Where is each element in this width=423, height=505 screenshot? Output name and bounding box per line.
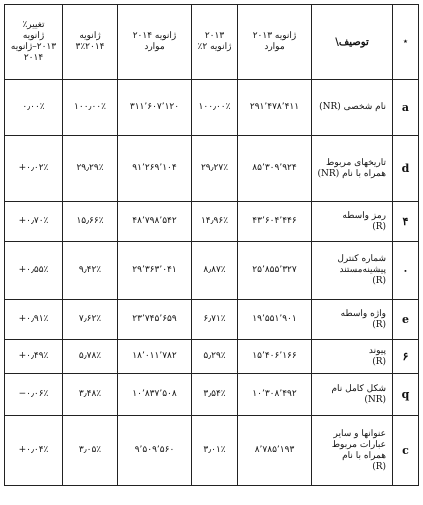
cell-change: +۰٫۵۵٪ — [5, 242, 63, 300]
cell-pct-2013: ۸٫۸۷٪ — [192, 242, 238, 300]
cell-count-2014: ۱۰٬۸۳۷٬۵۰۸ — [118, 374, 192, 416]
cell-pct-2014: ۱۵٫۶۶٪ — [63, 202, 118, 242]
cell-code: c — [393, 416, 419, 486]
cell-description — [312, 202, 393, 242]
header-change-line: ۲۰۱۴ — [23, 53, 44, 63]
header-count-2014-line: موارد — [144, 42, 165, 52]
cell-pct-2014: ۱۰۰٫۰۰٪ — [63, 80, 118, 136]
cell-description — [312, 136, 393, 202]
statistics-table — [4, 4, 419, 486]
description-line: تاریخهای مربوط — [326, 157, 386, 168]
description-line: همراه با نام — [342, 450, 386, 461]
header-change-line: ژانویه — [22, 31, 45, 41]
cell-count-2013: ۸٬۷۸۵٬۱۹۳ — [238, 416, 312, 486]
table-body — [5, 80, 419, 486]
header-code: ٭ — [393, 5, 419, 80]
description-line: شماره کنترل — [337, 254, 386, 264]
header-pct-2013 — [192, 5, 238, 80]
header-row — [5, 5, 419, 80]
cell-count-2013: ۱۵٬۴۰۶٬۱۶۶ — [238, 340, 312, 374]
cell-pct-2013: ۵٫۲۹٪ — [192, 340, 238, 374]
cell-code: ۰ — [393, 242, 419, 300]
cell-pct-2013: ۳٫۰۱٪ — [192, 416, 238, 486]
header-count-2013-line: موارد — [264, 42, 285, 52]
cell-code: ۴ — [393, 202, 419, 242]
cell-description — [312, 416, 393, 486]
cell-pct-2013: ۱۰۰٫۰۰٪ — [192, 80, 238, 136]
header-pct-2014-line: ۳٪۲۰۱۴ — [75, 42, 105, 52]
cell-description — [312, 242, 393, 300]
table-row — [5, 300, 419, 340]
cell-description — [312, 300, 393, 340]
table-container — [4, 4, 418, 486]
cell-pct-2013: ۲۹٫۲۷٪ — [192, 136, 238, 202]
description-line: پیشینه‌مستند — [339, 265, 386, 275]
cell-pct-2013: ۳٫۵۴٪ — [192, 374, 238, 416]
description-line: (R) — [372, 221, 386, 232]
table-row — [5, 416, 419, 486]
table-row — [5, 340, 419, 374]
cell-pct-2014: ۳٫۴۸٪ — [63, 374, 118, 416]
cell-count-2014: ۱۸٬۰۱۱٬۷۸۲ — [118, 340, 192, 374]
header-pct-2014-line: ژانویه — [79, 31, 101, 41]
cell-change: +۰٫۰۲٪ — [5, 136, 63, 202]
cell-count-2014: ۴۸٬۷۹۸٬۵۴۲ — [118, 202, 192, 242]
description-line: (NR) — [364, 394, 386, 405]
description-line: (R) — [372, 356, 386, 367]
table-row — [5, 136, 419, 202]
description-line: واژه واسطه — [340, 308, 386, 319]
cell-count-2013: ۴۳٬۶۰۴٬۴۴۶ — [238, 202, 312, 242]
cell-count-2013: ۲۹۱٬۴۷۸٬۴۱۱ — [238, 80, 312, 136]
cell-count-2013: ۸۵٬۳۰۹٬۹۲۴ — [238, 136, 312, 202]
cell-count-2014: ۲۳٬۷۴۵٬۶۵۹ — [118, 300, 192, 340]
cell-count-2014: ۲۹٬۳۶۳٬۰۴۱ — [118, 242, 192, 300]
cell-code: ۶ — [393, 340, 419, 374]
cell-pct-2013: ۱۴٫۹۶٪ — [192, 202, 238, 242]
cell-pct-2014: ۹٫۴۲٪ — [63, 242, 118, 300]
table-row — [5, 242, 419, 300]
cell-code: q — [393, 374, 419, 416]
cell-code: e — [393, 300, 419, 340]
description-line: عنوانها و سایر — [333, 428, 386, 439]
header-count-2013-line: ژانویه ۲۰۱۳ — [252, 31, 297, 41]
cell-description — [312, 374, 393, 416]
cell-count-2014: ۳۱۱٬۶۰۷٬۱۲۰ — [118, 80, 192, 136]
cell-pct-2013: ۶٫۷۱٪ — [192, 300, 238, 340]
header-count-2013 — [238, 5, 312, 80]
cell-description — [312, 80, 393, 136]
description-line: همراه با نام (NR) — [317, 168, 386, 179]
header-change — [5, 5, 63, 80]
header-change-line: تغییر٪ — [22, 20, 45, 30]
cell-pct-2014: ۲۹٫۲۹٪ — [63, 136, 118, 202]
description-line: (R) — [372, 461, 386, 472]
description-line: عبارات مربوط — [331, 439, 386, 450]
cell-change: +۰٫۴۹٪ — [5, 340, 63, 374]
table-row — [5, 202, 419, 242]
header-count-2014 — [118, 5, 192, 80]
cell-change: +۰٫۰۴٪ — [5, 416, 63, 486]
cell-code: d — [393, 136, 419, 202]
header-count-2014-line: ژانویه ۲۰۱۴ — [132, 31, 177, 41]
header-description: توصیف\ — [312, 5, 393, 80]
cell-change: −۰٫۰۶٪ — [5, 374, 63, 416]
cell-count-2013: ۱۹٬۵۵۱٬۹۰۱ — [238, 300, 312, 340]
cell-description — [312, 340, 393, 374]
cell-code: a — [393, 80, 419, 136]
cell-pct-2014: ۷٫۶۲٪ — [63, 300, 118, 340]
cell-count-2013: ۱۰٬۳۰۸٬۴۹۲ — [238, 374, 312, 416]
cell-change: +۰٫۷۰٪ — [5, 202, 63, 242]
description-line: رمز واسطه — [342, 210, 386, 221]
cell-count-2014: ۹۱٬۲۶۹٬۱۰۴ — [118, 136, 192, 202]
cell-pct-2014: ۳٫۰۵٪ — [63, 416, 118, 486]
cell-change: +۰٫۹۱٪ — [5, 300, 63, 340]
header-pct-2013-line: ژانویه ۲٪ — [197, 42, 232, 52]
table-row — [5, 80, 419, 136]
description-line: پیوند — [368, 345, 386, 356]
cell-count-2014: ۹٬۵۰۹٬۵۶۰ — [118, 416, 192, 486]
header-pct-2013-line: ۲۰۱۳ — [204, 31, 225, 41]
cell-change: ۰٫۰۰٪ — [5, 80, 63, 136]
table-row — [5, 374, 419, 416]
description-line: شکل کامل نام — [331, 383, 386, 394]
header-pct-2014 — [63, 5, 118, 80]
description-line: (R) — [372, 276, 386, 286]
cell-pct-2014: ۵٫۷۸٪ — [63, 340, 118, 374]
header-change-line: ۲۰۱۳–ژانویه — [10, 42, 57, 52]
description-line: (R) — [372, 319, 386, 330]
description-line: نام شخصی (NR) — [319, 102, 386, 112]
cell-count-2013: ۲۵٬۸۵۵٬۳۲۷ — [238, 242, 312, 300]
